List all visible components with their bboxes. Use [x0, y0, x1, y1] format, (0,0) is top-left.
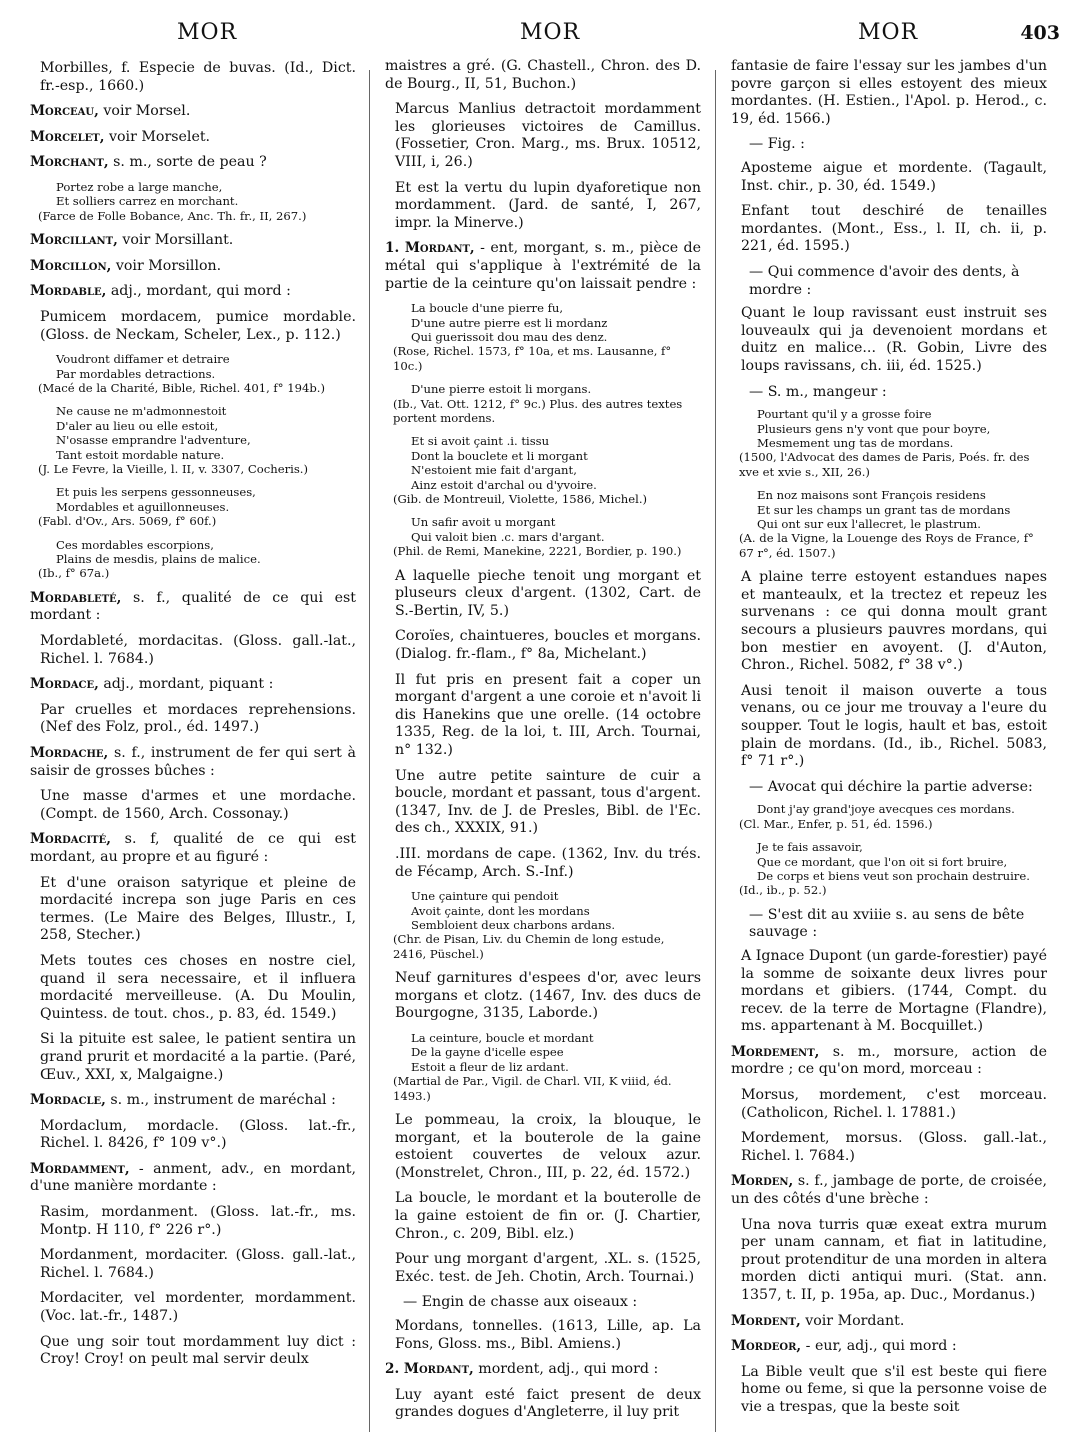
sense-heading: — Engin de chasse aux oiseaux : [403, 1294, 638, 1311]
example-quotation: Enfant tout deschiré de tenailles mordantes. (Mont., Ess., l. II, ch. ii, p. 221, éd. 1595.) [741, 203, 1047, 255]
example-quotation: Coroïes, chaintueres, boucles et morgans. (Dialog. fr.-flam., f° 8a, Michelant.) [395, 628, 701, 662]
verse-line: Mesmement ung tas de mordans. [757, 435, 954, 450]
dictionary-entry [30, 745, 356, 780]
verse-line: La boucle d'une pierre fu, [411, 301, 564, 316]
entry-headword: Morceau, [30, 103, 99, 120]
dictionary-entry [385, 1361, 701, 1379]
verse-quotation [38, 179, 356, 223]
entry-definition: voir Mordant. [800, 1312, 905, 1329]
entry-definition: s. m., morsure, action de mordre ; ce qu'on mord, morceau : [731, 1043, 1047, 1078]
citation-source: (A. de la Vigne, la Louenge des Roys de France, f° 67 r°, éd. 1507.) [739, 531, 1034, 560]
column-rule [715, 70, 716, 1432]
verse-line: Avoit çainte, dont les mordans [411, 903, 590, 918]
verse-line: Voudront diffamer et detraire [56, 352, 230, 367]
verse-quotation [739, 840, 1047, 898]
example-quotation: Si la pituite est salee, le patient sentira un grand prurit et mordacité a la partie. (Paré, Œuv., XXI, x, Malgaigne.) [40, 1031, 356, 1083]
verse-line: Qui ont sur eux l'allecret, le plastrum. [757, 516, 981, 531]
verse-line: Dont la bouclete et li morgant [411, 448, 588, 463]
verse-quotation [739, 488, 1047, 560]
example-quotation: fantasie de faire l'essay sur les jambes d'un povre garçon si elles estoyent des mieux mordantes. (H. Estien., l'Apol. p. Herod., c. 19, éd. 1566.) [731, 58, 1047, 127]
sense-heading: — Qui commence d'avoir des dents, à mordre : [749, 263, 1020, 298]
example-quotation: A Ignace Dupont (un garde-forestier) payé la somme de soixante deux livres pour mordans et gibiers. (1744, Compt. du recev. de la terre de Mortagne (Flandre), ms. appartenant à M. Bocquillet.) [741, 947, 1047, 1035]
verse-line: D'aler au lieu ou elle estoit, [56, 418, 219, 433]
verse-line: La ceinture, boucle et mordant [411, 1030, 594, 1045]
verse-line: N'osasse emprandre l'adventure, [56, 433, 251, 448]
verse-line: Mordables et aguillonneuses. [56, 499, 230, 514]
verse-line: Ne cause ne m'admonnestoit [56, 404, 227, 419]
verse-quotation [38, 352, 356, 395]
entry-headword: Mordache, [30, 745, 109, 761]
entry-headword: Mordacité, [30, 831, 111, 848]
entry-headword: Morcillant, [30, 232, 118, 249]
verse-quotation [38, 485, 356, 529]
example-quotation: A laquelle pieche tenoit ung morgant et pluseurs cleux d'argent. (1302, Cart. de S.-Bertin, IV, 5.) [395, 567, 701, 619]
entry-headword: Mordent, [731, 1312, 801, 1329]
entry-headword: Morden, [731, 1173, 794, 1190]
entry-headword: Morchant, [30, 154, 109, 171]
column-1 [30, 58, 356, 1436]
example-quotation: Pour ung morgant d'argent, .XL. s. (1525, Exéc. test. de Jeh. Chotin, Arch. Tournai.) [395, 1251, 701, 1285]
example-quotation: Morbilles, f. Especie de buvas. (Id., Dict. fr.-esp., 1660.) [40, 60, 356, 94]
entry-definition: voir Morsillon. [111, 257, 222, 274]
example-quotation: Mordanment, mordaciter. (Gloss. gall.-lat., Richel. l. 7684.) [40, 1247, 356, 1281]
verse-line: Je te fais assavoir, [757, 840, 863, 855]
verse-quotation [393, 1030, 701, 1103]
entry-definition: - ent, morgant, s. m., pièce de métal qui s'applique à l'extrémité de la partie de la ceinture qu'on laissait pendre : [385, 240, 701, 292]
entry-definition: s. m., sorte de peau ? [108, 154, 267, 171]
verse-line: Plusieurs gens n'y vont que pour boyre, [757, 421, 991, 436]
citation-source: (J. Le Fevre, la Vieille, l. II, v. 3307, Cocheris.) [38, 462, 308, 476]
verse-line: Ces mordables escorpions, [56, 537, 214, 552]
example-quotation: Par cruelles et mordaces reprehensions. (Nef des Folz, prol., éd. 1497.) [40, 701, 356, 736]
citation-source: (Farce de Folle Bobance, Anc. Th. fr., II, 267.) [38, 208, 307, 223]
verse-line: Qui guerissoit dou mau des denz. [411, 329, 608, 344]
verse-line: N'estoient mie fait d'argant, [411, 463, 577, 478]
example-quotation: Luy ayant esté faict present de deux grandes dogues d'Angleterre, il luy prit [395, 1386, 701, 1421]
example-quotation: Et est la vertu du lupin dyaforetique non mordamment. (Jard. de santé, I, 267, impr. la Minerve.) [395, 179, 701, 231]
example-quotation: .III. mordans de cape. (1362, Inv. du trés. de Fécamp, Arch. S.-Inf.) [395, 845, 701, 880]
example-quotation: Neuf garnitures d'espees d'or, avec leurs morgans et clotz. (1467, Inv. des ducs de Bourgogne, 3135, Laborde.) [395, 970, 701, 1022]
entry-definition: mordent, adj., qui mord : [473, 1361, 659, 1378]
column-2 [385, 58, 701, 1436]
verse-line: Qui valoit bien .c. mars d'argant. [411, 529, 605, 544]
example-quotation: Le pommeau, la croix, la blouque, le morgant, et la bouterole de la gaine estoient couvertes de veloux azur. (Monstrelet, Chron., III, p. 22, éd. 1572.) [395, 1111, 701, 1181]
example-quotation: La Bible veult que s'il est beste qui fiere home ou feme, si que la personne voise de vie a trespas, que la beste soit [741, 1363, 1047, 1415]
entry-headword: Mordable, [30, 283, 107, 300]
verse-line: Un safir avoit u morgant [411, 515, 556, 530]
example-quotation: Mets toutes ces choses en nostre ciel, quand il sera necessaire, et il influera mordacité merveilleuse. (A. Du Moulin, Quintess. de tout. chos., p. 83, éd. 1549.) [40, 952, 356, 1022]
page-number: 403 [1020, 22, 1060, 44]
entry-headword: Mordamment, [30, 1160, 130, 1177]
dictionary-entry [30, 590, 356, 625]
dictionary-entry [385, 240, 701, 293]
example-quotation: Ausi tenoit il maison ouverte a tous venans, ou ce jour me trouvay a l'eure du soupper. Tout le logis, hault et bas, estoit plain de mordans. (Id., ib., Richel. 5083, f° 71 r°.) [741, 682, 1047, 770]
citation-source: (Ib., f° 67a.) [38, 566, 110, 581]
verse-quotation [739, 802, 1047, 831]
verse-line: Tant estoit mordable nature. [56, 447, 225, 462]
verse-quotation [393, 434, 701, 506]
entry-definition: - anment, adv., en mordant, d'une manière mordante : [30, 1160, 356, 1195]
example-quotation: Quant le loup ravissant eust instruit ses louveaulx qui ja devenoient mordans et duitz en malice... (R. Gobin, Livre des loups ravissans, ch. iii, éd. 1525.) [741, 305, 1047, 374]
verse-line: Sembloient deux charbons ardans. [411, 917, 616, 932]
entry-headword: 2. Mordant, [385, 1361, 474, 1378]
citation-source: (Gib. de Montreuil, Violette, 1586, Michel.) [393, 492, 648, 506]
entry-headword: Mordeor, [731, 1338, 802, 1355]
entry-definition: voir Morselet. [104, 128, 211, 145]
verse-quotation [393, 515, 701, 559]
entry-definition: s. f, qualité de ce qui est mordant, au propre et au figuré : [30, 831, 356, 865]
verse-line: Plains de mesdis, plains de malice. [56, 552, 261, 567]
column-3 [731, 58, 1047, 1436]
dictionary-entry [731, 1044, 1047, 1079]
example-quotation: La boucle, le mordant et la bouterolle de la gaine estoient de fin or. (J. Chartier, Chron., c. 209, Bibl. elz.) [395, 1190, 701, 1242]
column-rule [369, 70, 370, 1432]
dictionary-entry [30, 1161, 356, 1196]
verse-line: Et puis les serpens gessonneuses, [56, 485, 256, 500]
sense-heading: — S. m., mangeur : [749, 383, 887, 400]
example-quotation: Une masse d'armes et une mordache. (Compt. de 1560, Arch. Cossonay.) [40, 788, 356, 822]
entry-headword: Morcillon, [30, 257, 112, 274]
example-quotation: A plaine terre estoyent estandues napes et manteaulx, et la trectez et repeuz les survenans : ce qui donna moult grant secours a plusieurs pauvres mordans, qui bon mestier en avoyent. (J. d'Auton, Chron., Richel. 5082, f° 38 v°.) [741, 569, 1047, 674]
citation-source: (Chr. de Pisan, Liv. du Chemin de long estude, 2416, Püschel.) [393, 932, 665, 961]
citation-source: (1500, l'Advocat des dames de Paris, Poés. fr. des xve et xvie s., XII, 26.) [739, 450, 1030, 479]
example-quotation: Pumicem mordacem, pumice mordable. (Gloss. de Neckam, Scheler, Lex., p. 112.) [40, 308, 356, 343]
sense-heading: — Avocat qui déchire la partie adverse: [749, 778, 1033, 795]
example-quotation: Et d'une oraison satyrique et pleine de mordacité increpa son juge Paris en ces termes. (Le Maire des Belges, Illustr., I, 258, Stecher.) [40, 874, 356, 944]
verse-line: En noz maisons sont François residens [757, 488, 986, 503]
dictionary-entry [30, 103, 356, 121]
sense-heading: — Fig. : [749, 136, 805, 153]
example-quotation: Morsus, mordement, c'est morceau. (Catholicon, Richel. l. 17881.) [741, 1087, 1047, 1121]
verse-line: Dont j'ay grand'joye avecques ces mordans. [757, 802, 1015, 817]
example-quotation: Marcus Manlius detractoit mordamment les glorieuses victoires de Camillus. (Fossetier, Cron. Marg., ms. Brux. 10512, VIII, i, 26.) [395, 101, 701, 170]
example-quotation: Mordans, tonnelles. (1613, Lille, ap. La Fons, Gloss. ms., Bibl. Amiens.) [395, 1317, 701, 1352]
verse-line: Que ce mordant, que l'on oit si fort bruire, [757, 854, 1008, 869]
dictionary-entry [30, 831, 356, 866]
example-quotation: Mordaciter, vel mordenter, mordamment. (Voc. lat.-fr., 1487.) [40, 1290, 356, 1325]
example-quotation: Mordaclum, mordacle. (Gloss. lat.-fr., Richel. l. 8426, f° 109 v°.) [40, 1117, 356, 1152]
entry-headword: Mordableté, [30, 589, 122, 606]
entry-headword: Mordace, [30, 676, 99, 693]
example-quotation: Rasim, mordanment. (Gloss. lat.-fr., ms. Montp. H 110, f° 226 r°.) [40, 1204, 356, 1238]
dictionary-entry [30, 154, 356, 172]
entry-definition: s. f., qualité de ce qui est mordant : [30, 589, 356, 624]
entry-headword: Morcelet, [30, 128, 105, 145]
verse-quotation [739, 407, 1047, 479]
example-quotation: maistres a gré. (G. Chastell., Chron. des D. de Bourg., II, 51, Buchon.) [385, 58, 701, 92]
entry-headword: Mordacle, [30, 1092, 106, 1109]
dictionary-entry [30, 258, 356, 276]
example-quotation: Que ung soir tout mordamment luy dict : Croy! Croy! on peult mal servir deulx [40, 1333, 356, 1368]
entry-definition: - eur, adj., qui mord : [801, 1338, 957, 1355]
citation-source: (Id., ib., p. 52.) [739, 883, 827, 898]
dictionary-entry [731, 1313, 1047, 1331]
verse-line: Et solliers carrez en morchant. [56, 194, 239, 209]
example-quotation: Mordement, morsus. (Gloss. gall.-lat., Richel. l. 7684.) [741, 1130, 1047, 1164]
verse-line: D'une autre pierre est li mordanz [411, 315, 608, 330]
example-quotation: Una nova turris quæ exeat extra murum per unam cannam, et fiat in latitudine, prout protenditur de una morden in altera morden dicti antiqui muri. (Stat. ann. 1357, t. II, p. 195a, ap. Duc., Mordanus.) [741, 1216, 1047, 1303]
entry-definition: voir Morsel. [98, 103, 191, 120]
dictionary-entry [30, 129, 356, 147]
verse-line: Une çainture qui pendoit [411, 889, 559, 904]
entry-definition: s. f., jambage de porte, de croisée, un des côtés d'une brèche : [731, 1173, 1047, 1208]
citation-source: (Phil. de Remi, Manekine, 2221, Bordier, p. 190.) [393, 544, 682, 559]
dictionary-entry [30, 232, 356, 250]
verse-quotation [393, 301, 701, 373]
example-quotation: Il fut pris en present fait a coper un morgant d'argent a une coroie et n'avoit li dis Hanekins que une orelle. (14 octobre 1335, Reg. de la loi, t. III, Arch. Tournai, n° 132.) [395, 671, 701, 758]
verse-line: Et si avoit çaint .i. tissu [411, 434, 550, 449]
citation-source: (Martial de Par., Vigil. de Charl. VII, K viiid, éd. 1493.) [393, 1074, 672, 1103]
running-head-left: MOR [177, 20, 238, 45]
example-quotation: Une autre petite sainture de cuir a boucle, mordant et passant, tous d'argent. (1347, Inv. de J. de Presles, Bibl. de l'Ec. des ch., XXXIX, 91.) [395, 767, 701, 837]
verse-line: De la gayne d'icelle espee [411, 1045, 564, 1060]
citation-source: (Macé de la Charité, Bible, Richel. 401, f° 194b.) [38, 380, 325, 395]
verse-quotation [38, 537, 356, 581]
verse-line: Ainz estoit d'archal ou d'yvoire. [411, 477, 597, 492]
citation-source: (Ib., Vat. Ott. 1212, f° 9c.) Plus. des autres textes portent mordens. [393, 396, 683, 425]
entry-definition: adj., mordant, qui mord : [106, 283, 291, 300]
page-header [0, 0, 1078, 52]
dictionary-entry [30, 1092, 356, 1110]
dictionary-entry [731, 1173, 1047, 1208]
example-quotation: Mordableté, mordacitas. (Gloss. gall.-lat., Richel. l. 7684.) [40, 633, 356, 667]
verse-line: De corps et biens veut son prochain destruire. [757, 868, 1030, 883]
verse-line: Et sur les champs un grant tas de mordans [757, 502, 1011, 517]
sense-heading: — S'est dit au xviiie s. au sens de bête sauvage : [749, 906, 1025, 941]
citation-source: (Fabl. d'Ov., Ars. 5069, f° 60f.) [38, 514, 217, 529]
entry-definition: s. m., instrument de maréchal : [105, 1092, 336, 1109]
entry-headword: Mordement, [731, 1043, 820, 1060]
entry-headword: 1. Mordant, [385, 240, 475, 257]
verse-quotation [38, 404, 356, 476]
dictionary-entry [30, 676, 356, 694]
running-head-center: MOR [520, 20, 581, 45]
verse-line: Estoit a fleur de liz ardant. [411, 1059, 569, 1074]
verse-quotation [393, 889, 701, 961]
verse-line: Par mordables detractions. [56, 366, 216, 381]
dictionary-entry [731, 1338, 1047, 1356]
verse-line: Portez robe a large manche, [56, 179, 223, 194]
verse-line: Pourtant qu'il y a grosse foire [757, 407, 932, 422]
dictionary-entry [30, 283, 356, 301]
verse-line: D'une pierre estoit li morgans. [411, 382, 592, 397]
verse-quotation [393, 382, 701, 425]
entry-definition: adj., mordant, piquant : [98, 676, 274, 693]
entry-definition: voir Morsillant. [117, 232, 234, 249]
running-head-right: MOR [858, 20, 919, 45]
citation-source: (Rose, Richel. 1573, f° 10a, et ms. Lausanne, f° 10c.) [393, 344, 672, 373]
citation-source: (Cl. Mar., Enfer, p. 51, éd. 1596.) [739, 816, 933, 831]
entry-definition: s. f., instrument de fer qui sert à saisir de grosses bûches : [30, 745, 356, 779]
example-quotation: Aposteme aigue et mordente. (Tagault, Inst. chir., p. 30, éd. 1549.) [741, 159, 1047, 194]
